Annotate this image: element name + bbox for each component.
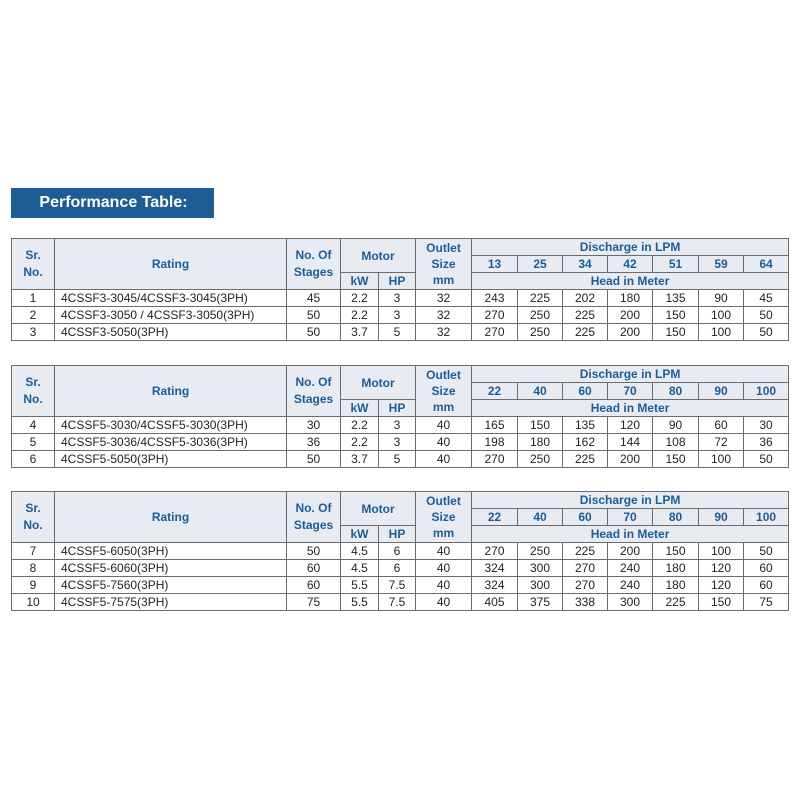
cell-rating: 4CSSF3-5050(3PH) xyxy=(55,324,287,341)
cell-head: 50 xyxy=(744,324,789,341)
header-sr-line2: No. xyxy=(23,392,43,406)
table-row xyxy=(12,560,789,577)
cell-stages: 50 xyxy=(287,307,341,324)
header-outlet-size xyxy=(416,366,472,417)
cell-head: 50 xyxy=(744,307,789,324)
discharge-value: 25 xyxy=(518,256,563,273)
cell-head: 30 xyxy=(744,417,789,434)
cell-kw: 2.2 xyxy=(341,290,379,307)
header-outlet-line3: mm xyxy=(432,400,455,414)
header-motor: Motor xyxy=(341,492,416,526)
header-kw: kW xyxy=(341,400,379,417)
cell-kw: 5.5 xyxy=(341,594,379,611)
cell-rating: 4CSSF5-3036/4CSSF5-3036(3PH) xyxy=(55,434,287,451)
cell-stages: 45 xyxy=(287,290,341,307)
header-sr-line2: No. xyxy=(23,265,43,279)
cell-kw: 3.7 xyxy=(341,451,379,468)
header-outlet-line1: Outlet xyxy=(426,241,461,255)
cell-head: 270 xyxy=(563,560,608,577)
header-sr-line2: No. xyxy=(23,518,43,532)
cell-head: 270 xyxy=(563,577,608,594)
cell-head: 270 xyxy=(472,324,518,341)
header-hp: HP xyxy=(379,400,416,417)
cell-sr-no: 1 xyxy=(12,290,55,307)
cell-stages: 50 xyxy=(287,324,341,341)
cell-head: 200 xyxy=(608,324,653,341)
cell-kw: 2.2 xyxy=(341,417,379,434)
cell-head: 90 xyxy=(699,290,744,307)
cell-outlet: 32 xyxy=(416,307,472,324)
cell-outlet: 40 xyxy=(416,417,472,434)
cell-head: 72 xyxy=(699,434,744,451)
cell-head: 338 xyxy=(563,594,608,611)
discharge-value: 90 xyxy=(699,383,744,400)
cell-head: 60 xyxy=(744,577,789,594)
cell-rating: 4CSSF5-3030/4CSSF5-3030(3PH) xyxy=(55,417,287,434)
header-outlet-line2: Size xyxy=(431,384,456,398)
table-row xyxy=(12,324,789,341)
cell-hp: 7.5 xyxy=(379,594,416,611)
discharge-value: 100 xyxy=(744,383,789,400)
header-sr-no xyxy=(12,366,55,417)
discharge-value: 90 xyxy=(699,509,744,526)
header-outlet-line2: Size xyxy=(431,510,456,524)
table-row xyxy=(12,451,789,468)
cell-head: 250 xyxy=(518,543,563,560)
cell-head: 120 xyxy=(699,560,744,577)
cell-head: 100 xyxy=(699,324,744,341)
header-no-of-stages xyxy=(287,366,341,417)
header-rating: Rating xyxy=(55,239,287,290)
cell-rating: 4CSSF3-3045/4CSSF3-3045(3PH) xyxy=(55,290,287,307)
header-stages-line2: Stages xyxy=(293,392,334,406)
cell-head: 200 xyxy=(608,451,653,468)
discharge-value: 13 xyxy=(472,256,518,273)
cell-head: 270 xyxy=(472,451,518,468)
cell-head: 243 xyxy=(472,290,518,307)
cell-head: 75 xyxy=(744,594,789,611)
cell-outlet: 32 xyxy=(416,290,472,307)
cell-head: 60 xyxy=(744,560,789,577)
cell-stages: 30 xyxy=(287,417,341,434)
header-discharge-lpm: Discharge in LPM xyxy=(472,239,789,256)
cell-head: 180 xyxy=(518,434,563,451)
cell-hp: 3 xyxy=(379,434,416,451)
cell-hp: 7.5 xyxy=(379,577,416,594)
cell-head: 250 xyxy=(518,451,563,468)
header-sr-line1: Sr. xyxy=(25,248,41,262)
cell-hp: 5 xyxy=(379,451,416,468)
header-discharge-lpm: Discharge in LPM xyxy=(472,366,789,383)
cell-head: 250 xyxy=(518,307,563,324)
header-kw: kW xyxy=(341,273,379,290)
cell-outlet: 40 xyxy=(416,560,472,577)
discharge-value: 22 xyxy=(472,509,518,526)
cell-head: 36 xyxy=(744,434,789,451)
cell-head: 202 xyxy=(563,290,608,307)
cell-sr-no: 6 xyxy=(12,451,55,468)
cell-head: 150 xyxy=(518,417,563,434)
header-head-in-meter: Head in Meter xyxy=(472,273,789,290)
cell-head: 90 xyxy=(653,417,699,434)
discharge-value: 80 xyxy=(653,509,699,526)
header-outlet-line3: mm xyxy=(432,273,455,287)
cell-head: 150 xyxy=(653,307,699,324)
cell-stages: 50 xyxy=(287,451,341,468)
cell-head: 45 xyxy=(744,290,789,307)
cell-kw: 2.2 xyxy=(341,307,379,324)
header-outlet-size xyxy=(416,239,472,290)
cell-head: 225 xyxy=(563,307,608,324)
cell-stages: 60 xyxy=(287,577,341,594)
cell-outlet: 40 xyxy=(416,543,472,560)
cell-outlet: 40 xyxy=(416,594,472,611)
cell-head: 135 xyxy=(653,290,699,307)
cell-head: 250 xyxy=(518,324,563,341)
cell-head: 150 xyxy=(653,543,699,560)
cell-head: 50 xyxy=(744,543,789,560)
cell-head: 225 xyxy=(563,543,608,560)
cell-head: 120 xyxy=(699,577,744,594)
cell-head: 150 xyxy=(653,451,699,468)
cell-head: 144 xyxy=(608,434,653,451)
discharge-value: 42 xyxy=(608,256,653,273)
cell-head: 270 xyxy=(472,543,518,560)
header-stages-line1: No. Of xyxy=(295,501,332,515)
discharge-value: 80 xyxy=(653,383,699,400)
cell-head: 300 xyxy=(518,560,563,577)
header-stages-line1: No. Of xyxy=(295,248,332,262)
cell-head: 324 xyxy=(472,577,518,594)
table-row xyxy=(12,417,789,434)
cell-head: 120 xyxy=(608,417,653,434)
cell-rating: 4CSSF5-7575(3PH) xyxy=(55,594,287,611)
cell-head: 135 xyxy=(563,417,608,434)
cell-sr-no: 2 xyxy=(12,307,55,324)
header-discharge-lpm: Discharge in LPM xyxy=(472,492,789,509)
cell-hp: 6 xyxy=(379,560,416,577)
cell-stages: 36 xyxy=(287,434,341,451)
header-hp: HP xyxy=(379,526,416,543)
cell-hp: 3 xyxy=(379,417,416,434)
header-no-of-stages xyxy=(287,492,341,543)
cell-head: 225 xyxy=(653,594,699,611)
header-stages-line2: Stages xyxy=(293,518,334,532)
header-outlet-line3: mm xyxy=(432,526,455,540)
cell-sr-no: 7 xyxy=(12,543,55,560)
cell-head: 50 xyxy=(744,451,789,468)
cell-hp: 3 xyxy=(379,307,416,324)
discharge-value: 34 xyxy=(563,256,608,273)
header-motor: Motor xyxy=(341,239,416,273)
cell-head: 225 xyxy=(518,290,563,307)
cell-rating: 4CSSF3-3050 / 4CSSF3-3050(3PH) xyxy=(55,307,287,324)
cell-sr-no: 10 xyxy=(12,594,55,611)
header-head-in-meter: Head in Meter xyxy=(472,526,789,543)
cell-head: 100 xyxy=(699,451,744,468)
discharge-value: 40 xyxy=(518,509,563,526)
cell-head: 60 xyxy=(699,417,744,434)
cell-head: 324 xyxy=(472,560,518,577)
cell-head: 375 xyxy=(518,594,563,611)
cell-kw: 5.5 xyxy=(341,577,379,594)
cell-stages: 50 xyxy=(287,543,341,560)
cell-head: 150 xyxy=(653,324,699,341)
cell-rating: 4CSSF5-5050(3PH) xyxy=(55,451,287,468)
cell-head: 198 xyxy=(472,434,518,451)
header-outlet-line1: Outlet xyxy=(426,494,461,508)
cell-rating: 4CSSF5-6050(3PH) xyxy=(55,543,287,560)
cell-head: 300 xyxy=(518,577,563,594)
header-motor: Motor xyxy=(341,366,416,400)
table-row xyxy=(12,577,789,594)
performance-table-3 xyxy=(11,491,789,611)
cell-head: 150 xyxy=(699,594,744,611)
cell-head: 100 xyxy=(699,543,744,560)
cell-sr-no: 3 xyxy=(12,324,55,341)
header-outlet-line2: Size xyxy=(431,257,456,271)
cell-head: 225 xyxy=(563,324,608,341)
cell-head: 225 xyxy=(563,451,608,468)
header-head-in-meter: Head in Meter xyxy=(472,400,789,417)
cell-head: 108 xyxy=(653,434,699,451)
cell-kw: 3.7 xyxy=(341,324,379,341)
cell-hp: 6 xyxy=(379,543,416,560)
cell-kw: 4.5 xyxy=(341,543,379,560)
cell-head: 240 xyxy=(608,560,653,577)
header-hp: HP xyxy=(379,273,416,290)
table-row xyxy=(12,594,789,611)
header-rating: Rating xyxy=(55,492,287,543)
header-sr-no xyxy=(12,492,55,543)
discharge-value: 22 xyxy=(472,383,518,400)
header-stages-line2: Stages xyxy=(293,265,334,279)
header-sr-line1: Sr. xyxy=(25,375,41,389)
discharge-value: 60 xyxy=(563,383,608,400)
cell-sr-no: 8 xyxy=(12,560,55,577)
cell-kw: 4.5 xyxy=(341,560,379,577)
cell-outlet: 40 xyxy=(416,577,472,594)
header-sr-line1: Sr. xyxy=(25,501,41,515)
cell-outlet: 32 xyxy=(416,324,472,341)
cell-head: 270 xyxy=(472,307,518,324)
cell-hp: 3 xyxy=(379,290,416,307)
discharge-value: 40 xyxy=(518,383,563,400)
discharge-value: 100 xyxy=(744,509,789,526)
discharge-value: 59 xyxy=(699,256,744,273)
cell-head: 240 xyxy=(608,577,653,594)
header-outlet-line1: Outlet xyxy=(426,368,461,382)
cell-rating: 4CSSF5-7560(3PH) xyxy=(55,577,287,594)
table-row xyxy=(12,434,789,451)
discharge-value: 51 xyxy=(653,256,699,273)
cell-head: 180 xyxy=(653,560,699,577)
cell-sr-no: 4 xyxy=(12,417,55,434)
cell-head: 180 xyxy=(653,577,699,594)
header-outlet-size xyxy=(416,492,472,543)
cell-stages: 60 xyxy=(287,560,341,577)
cell-head: 100 xyxy=(699,307,744,324)
header-stages-line1: No. Of xyxy=(295,375,332,389)
cell-outlet: 40 xyxy=(416,434,472,451)
performance-table-1 xyxy=(11,238,789,341)
cell-head: 405 xyxy=(472,594,518,611)
table-row xyxy=(12,290,789,307)
cell-outlet: 40 xyxy=(416,451,472,468)
header-sr-no xyxy=(12,239,55,290)
cell-head: 300 xyxy=(608,594,653,611)
header-kw: kW xyxy=(341,526,379,543)
performance-table-2 xyxy=(11,365,789,468)
cell-head: 200 xyxy=(608,307,653,324)
cell-head: 162 xyxy=(563,434,608,451)
cell-kw: 2.2 xyxy=(341,434,379,451)
page-title: Performance Table: xyxy=(11,188,214,218)
header-rating: Rating xyxy=(55,366,287,417)
cell-stages: 75 xyxy=(287,594,341,611)
discharge-value: 64 xyxy=(744,256,789,273)
cell-sr-no: 5 xyxy=(12,434,55,451)
cell-head: 165 xyxy=(472,417,518,434)
discharge-value: 60 xyxy=(563,509,608,526)
cell-rating: 4CSSF5-6060(3PH) xyxy=(55,560,287,577)
cell-sr-no: 9 xyxy=(12,577,55,594)
cell-head: 200 xyxy=(608,543,653,560)
cell-hp: 5 xyxy=(379,324,416,341)
table-row xyxy=(12,307,789,324)
cell-head: 180 xyxy=(608,290,653,307)
discharge-value: 70 xyxy=(608,383,653,400)
discharge-value: 70 xyxy=(608,509,653,526)
table-row xyxy=(12,543,789,560)
header-no-of-stages xyxy=(287,239,341,290)
